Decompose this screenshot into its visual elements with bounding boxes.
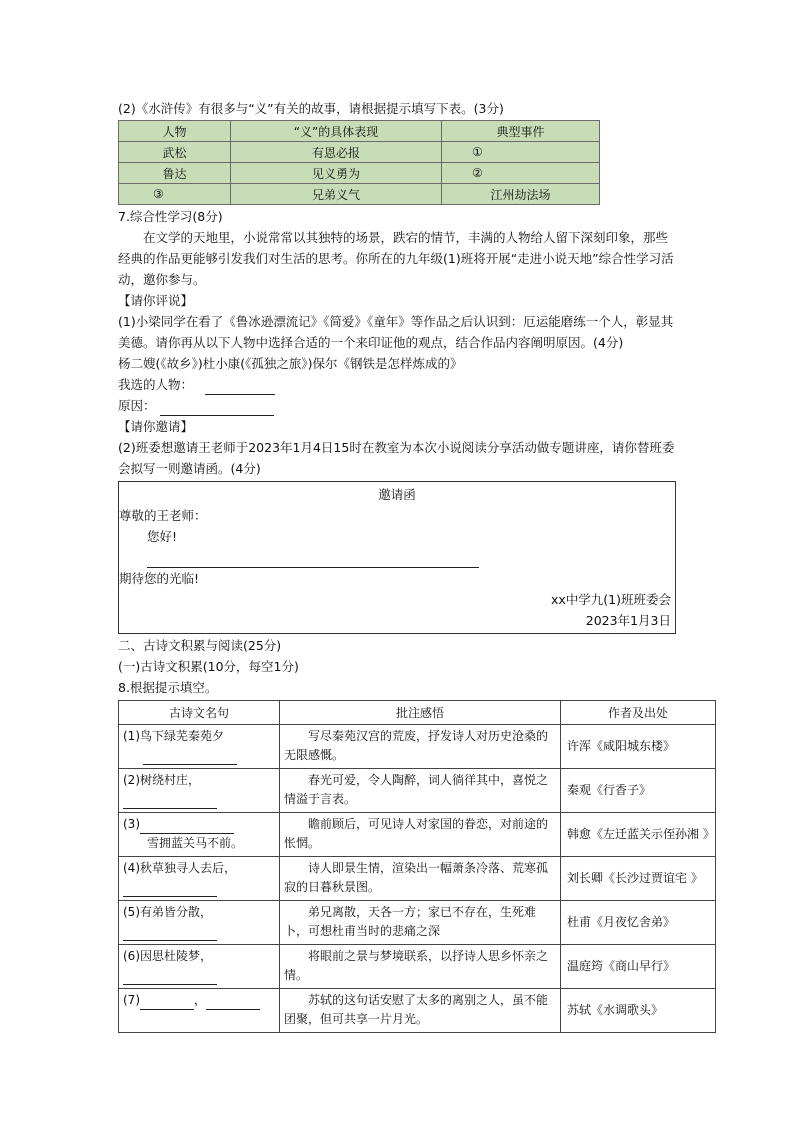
table-header: 作者及出处	[561, 701, 716, 725]
note-text: 弟兄离散，天各一方；家已不存在，生死难卜，可想杜甫当时的悲痛之深	[284, 905, 537, 938]
verse-blank[interactable]	[140, 996, 194, 1010]
verse-blank[interactable]	[140, 820, 234, 834]
verse-blank[interactable]	[123, 883, 217, 897]
poem-table	[118, 700, 716, 1033]
table-header: 古诗文名句	[119, 701, 280, 725]
chosen-person-label: 我选的人物：	[118, 377, 194, 392]
invitation-body-row	[119, 547, 675, 568]
section-comment-heading: 【请你评说】	[118, 293, 194, 308]
table-cell: 有恩必报	[231, 142, 442, 163]
table-cell: 武松	[119, 142, 231, 163]
note-text: 苏轼的这句话安慰了太多的离别之人，虽不能团聚，但可共享一片月光。	[284, 993, 549, 1026]
note-text: 瞻前顾后，可见诗人对家国的眷恋，对前途的怅惘。	[284, 817, 549, 850]
verse-text: (4)秋草独寻人去后，	[123, 861, 236, 875]
verse-text: (1)鸟下绿芜秦苑夕	[123, 729, 224, 743]
question-7-title: 7.综合性学习(8分)	[118, 209, 223, 224]
sub-question-1: (1)小梁同学在看了《鲁冰逊漂流记》《简爱》《童年》等作品之后认识到：厄运能磨练一个人，彰显其美德。请你再从以下人物中选择合适的一个来印证他的观点，结合作品内容阐明原因。(4分)	[118, 314, 674, 350]
table-cell: 兄弟义气	[231, 184, 442, 205]
verse-blank[interactable]	[143, 751, 237, 765]
note-text: 诗人即景生情，渲染出一幅萧条冷落、荒寒孤寂的日暮秋景图。	[284, 861, 549, 894]
verse-text: ，	[194, 993, 207, 1007]
invitation-date: 2023年1月3日	[585, 613, 671, 628]
document-page	[118, 98, 715, 1033]
source-text: 秦观《行香子》	[561, 769, 716, 813]
source-text: 刘长卿《长沙过贾谊宅 》	[561, 857, 716, 901]
source-text: 苏轼《水调歌头》	[561, 989, 716, 1033]
table-header-row	[119, 701, 716, 725]
shuihu-table	[118, 120, 600, 205]
verse-text: 雪拥蓝关马不前。	[147, 836, 244, 850]
table-cell[interactable]: ③	[119, 184, 231, 205]
table-header: “义”的具体表现	[231, 121, 442, 142]
table-row	[119, 184, 600, 205]
invitation-body-blank[interactable]	[147, 553, 479, 568]
note-text: 将眼前之景与梦境联系，以抒诗人思乡怀亲之情。	[284, 949, 549, 982]
section-invite-heading: 【请你邀请】	[118, 419, 194, 434]
reason-row	[118, 395, 688, 416]
invitation-box	[118, 481, 676, 634]
invitation-closing: 期待您的光临!	[119, 571, 200, 586]
verse-text: (6)因思杜陵梦，	[123, 949, 212, 963]
sub-question-2: (2)班委想邀请王老师于2023年1月4日15时在教室为本次小说阅读分享活动做专题讲座，请你替班委会拟写一则邀请函。(4分)	[118, 440, 675, 476]
table-header: 人物	[119, 121, 231, 142]
table-row	[119, 142, 600, 163]
verse-blank[interactable]	[123, 927, 217, 941]
table-cell: 江州劫法场	[441, 184, 599, 205]
chosen-person-row	[118, 374, 688, 395]
source-text: 韩愈《左迁蓝关示侄孙湘 》	[561, 813, 716, 857]
source-text: 许浑《咸阳城东楼》	[561, 725, 716, 769]
table-row	[119, 989, 716, 1033]
question-8-title: 8.根据提示填空。	[118, 680, 218, 695]
table-cell: 见义勇为	[231, 163, 442, 184]
note-text: 写尽秦苑汉宫的荒废，抒发诗人对历史沧桑的无限感慨。	[284, 729, 549, 762]
note-text: 春光可爱，令人陶醉，词人徜徉其中，喜悦之情溢于言表。	[284, 773, 549, 806]
source-text: 温庭筠《商山早行》	[561, 945, 716, 989]
verse-text: (5)有弟皆分散，	[123, 905, 212, 919]
verse-blank[interactable]	[206, 996, 260, 1010]
question-7-intro: 在文学的天地里，小说常常以其独特的场景，跌宕的情节，丰满的人物给人留下深刻印象，那些经典的作品更能够引发我们对生活的思考。你所在的九年级(1)班将开展“走进小说天地”综合性学习活动，邀你参与。	[118, 230, 674, 287]
table-cell[interactable]: ①	[441, 142, 599, 163]
table-row	[119, 857, 716, 901]
invitation-greeting: 您好!	[147, 529, 178, 544]
invitation-title: 邀请函	[378, 487, 416, 502]
table-header: 典型事件	[441, 121, 599, 142]
table-row	[119, 945, 716, 989]
people-options: 杨二嫂(《故乡》)杜小康(《孤独之旅》)保尔《钢铁是怎样炼成的》	[118, 356, 463, 371]
verse-blank[interactable]	[123, 971, 217, 985]
table-header-row	[119, 121, 600, 142]
table-cell[interactable]: ②	[441, 163, 599, 184]
verse-text: (2)树绕村庄，	[123, 773, 200, 787]
table-row	[119, 901, 716, 945]
verse-text: (3)	[123, 817, 140, 831]
source-text: 杜甫《月夜忆舍弟》	[561, 901, 716, 945]
verse-blank[interactable]	[123, 795, 217, 809]
table-header: 批注感悟	[280, 701, 561, 725]
chosen-person-blank[interactable]	[205, 380, 275, 395]
reason-blank[interactable]	[160, 401, 274, 416]
table-row	[119, 813, 716, 857]
question-2-title: (2)《水浒传》有很多与“义”有关的故事，请根据提示填写下表。(3分)	[118, 101, 504, 116]
table-row	[119, 163, 600, 184]
verse-text: (7)	[123, 993, 140, 1007]
invitation-signature: xx中学九(1)班班委会	[550, 592, 671, 607]
reason-label: 原因：	[118, 398, 156, 413]
table-row	[119, 769, 716, 813]
part-2-subtitle: (一)古诗文积累(10分，每空1分)	[118, 659, 299, 674]
invitation-salutation: 尊敬的王老师：	[119, 508, 207, 523]
table-row	[119, 725, 716, 769]
part-2-title: 二、古诗文积累与阅读(25分)	[118, 638, 282, 653]
table-cell: 鲁达	[119, 163, 231, 184]
